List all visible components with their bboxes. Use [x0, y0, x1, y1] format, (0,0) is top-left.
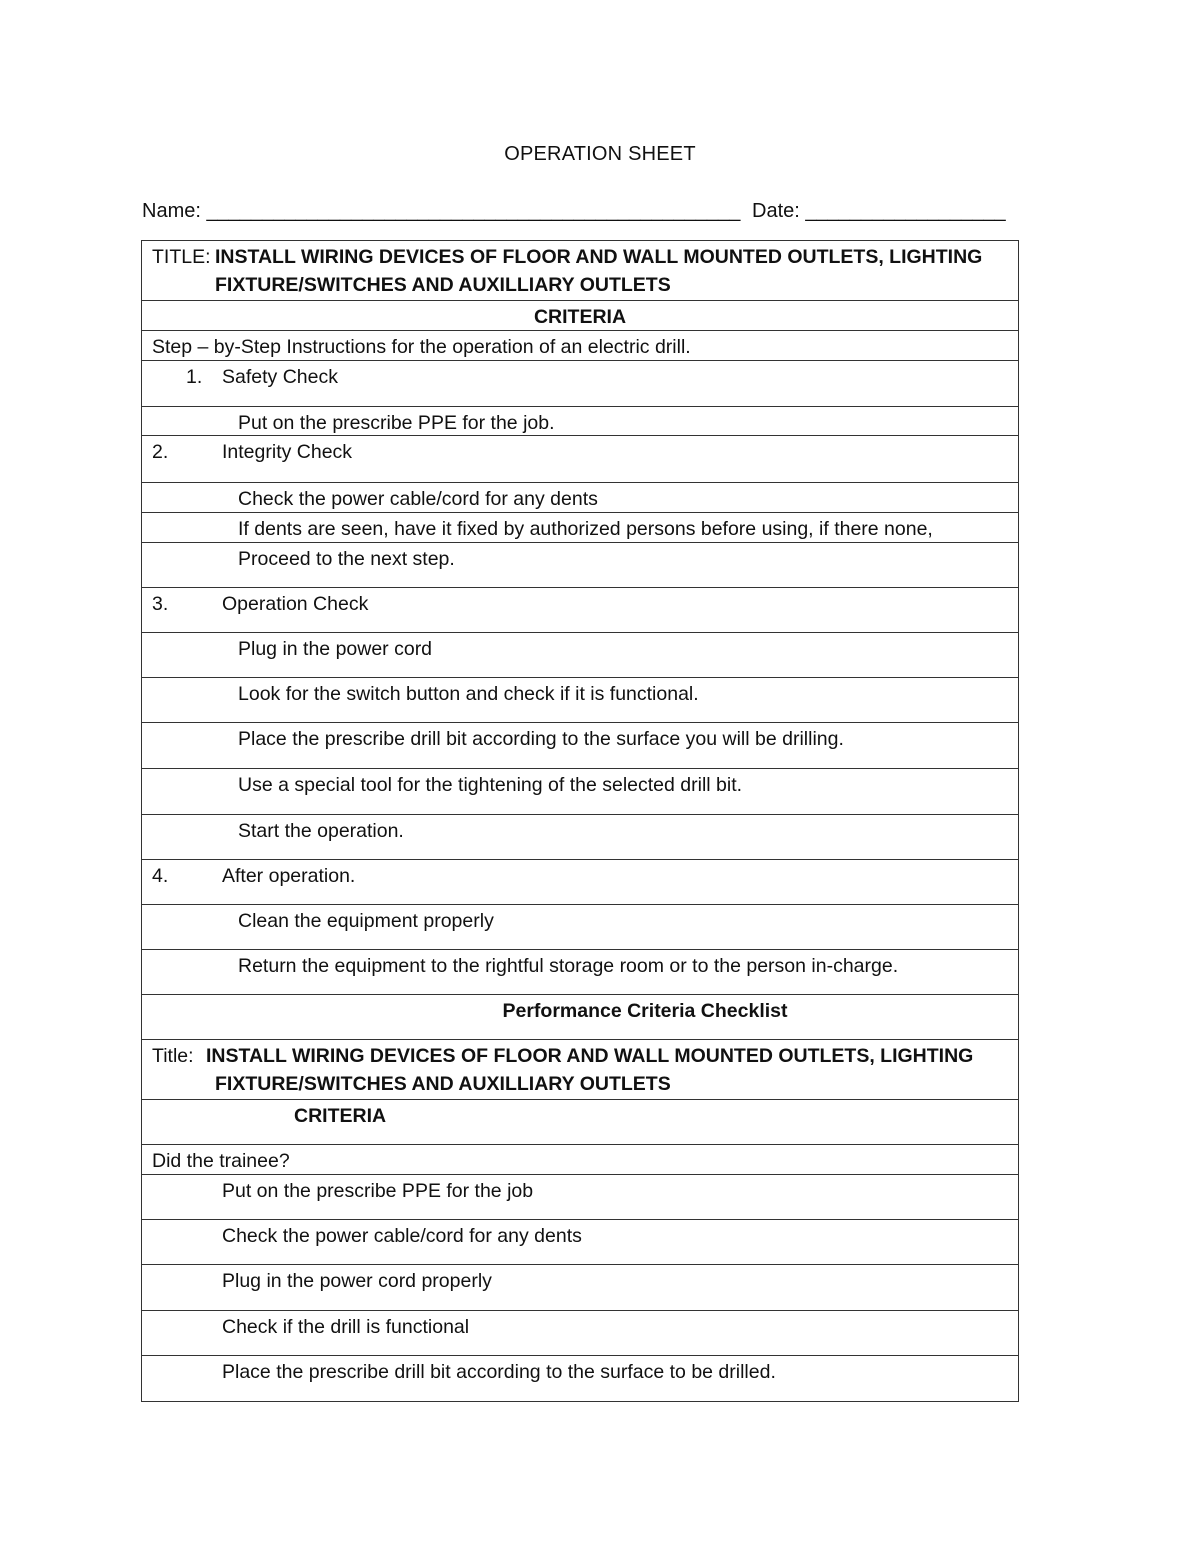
criteria-heading: CRITERIA — [533, 306, 627, 328]
name-field[interactable]: Name: ________________________________________________ — [142, 200, 741, 222]
intro-text: Step – by-Step Instructions for the operation of an electric drill. — [152, 336, 691, 358]
intro-row — [142, 331, 1018, 361]
step-2b-row — [142, 513, 1018, 543]
checklist-title-line-2: FIXTURE/SWITCHES AND AUXILLIARY OUTLETS — [215, 1073, 671, 1095]
step-4-label: After operation. — [222, 865, 356, 887]
step-3a-text: Plug in the power cord — [238, 638, 433, 660]
step-3c-row — [142, 723, 1018, 769]
step-1a-row — [142, 407, 1018, 436]
checklist-item-row — [142, 1265, 1018, 1311]
step-3-row — [142, 588, 1018, 633]
step-3e-row — [142, 815, 1018, 860]
step-2b-text: If dents are seen, have it fixed by authorized persons before using, if there none, — [238, 518, 933, 540]
step-3e-text: Start the operation. — [238, 820, 404, 842]
checklist-heading: Performance Criteria Checklist — [502, 1000, 788, 1022]
title-line-1: INSTALL WIRING DEVICES OF FLOOR AND WALL MOUNTED OUTLETS, LIGHTING — [215, 246, 983, 268]
checklist-item-row — [142, 1356, 1018, 1401]
title-row — [142, 241, 1018, 301]
step-3d-row — [142, 769, 1018, 815]
step-3d-text: Use a special tool for the tightening of the selected drill bit. — [238, 774, 743, 796]
page-title: OPERATION SHEET — [504, 143, 696, 165]
step-2c-text: Proceed to the next step. — [238, 548, 455, 570]
step-2c-row — [142, 543, 1018, 588]
step-4a-text: Clean the equipment properly — [238, 910, 494, 932]
step-2-number: 2. — [152, 441, 169, 463]
checklist-item-row — [142, 1220, 1018, 1265]
step-4-row — [142, 860, 1018, 905]
step-3-label: Operation Check — [222, 593, 369, 615]
step-3c-text: Place the prescribe drill bit according to the surface you will be drilling. — [238, 728, 844, 750]
checklist-item: Check if the drill is functional — [222, 1316, 470, 1338]
checklist-title-label: Title: — [152, 1045, 194, 1067]
step-2a-text: Check the power cable/cord for any dents — [238, 488, 598, 510]
step-4b-text: Return the equipment to the rightful storage room or to the person in-charge. — [238, 955, 899, 977]
title-label: TITLE: — [152, 246, 211, 268]
step-1-label: Safety Check — [222, 366, 338, 388]
title-line-2: FIXTURE/SWITCHES AND AUXILLIARY OUTLETS — [215, 274, 671, 296]
checklist-item-row — [142, 1175, 1018, 1220]
step-4b-row — [142, 950, 1018, 995]
date-field[interactable]: Date: __________________ — [752, 200, 1006, 222]
step-2a-row — [142, 483, 1018, 513]
step-4-number: 4. — [152, 865, 169, 887]
step-1a-text: Put on the prescribe PPE for the job. — [238, 412, 555, 434]
checklist-item: Put on the prescribe PPE for the job — [222, 1180, 534, 1202]
checklist-title-row — [142, 1040, 1018, 1100]
checklist-heading-row — [142, 995, 1018, 1040]
checklist-item-row — [142, 1311, 1018, 1356]
step-3b-row — [142, 678, 1018, 723]
criteria-row — [142, 301, 1018, 331]
step-1-row — [142, 361, 1018, 407]
step-1-number: 1. — [186, 366, 203, 388]
checklist-item: Plug in the power cord properly — [222, 1270, 492, 1292]
checklist-question: Did the trainee? — [152, 1150, 290, 1172]
checklist-item: Place the prescribe drill bit according to the surface to be drilled. — [222, 1361, 776, 1383]
checklist-criteria-row — [142, 1100, 1018, 1145]
step-3-number: 3. — [152, 593, 169, 615]
step-4a-row — [142, 905, 1018, 950]
checklist-title-line-1: INSTALL WIRING DEVICES OF FLOOR AND WALL MOUNTED OUTLETS, LIGHTING — [206, 1045, 974, 1067]
step-3b-text: Look for the switch button and check if it is functional. — [238, 683, 699, 705]
step-2-label: Integrity Check — [222, 441, 353, 463]
step-2-row — [142, 436, 1018, 483]
step-3a-row — [142, 633, 1018, 678]
checklist-item: Check the power cable/cord for any dents — [222, 1225, 582, 1247]
checklist-question-row — [142, 1145, 1018, 1175]
operation-sheet-table — [141, 240, 1019, 1402]
checklist-criteria-heading: CRITERIA — [294, 1105, 387, 1127]
